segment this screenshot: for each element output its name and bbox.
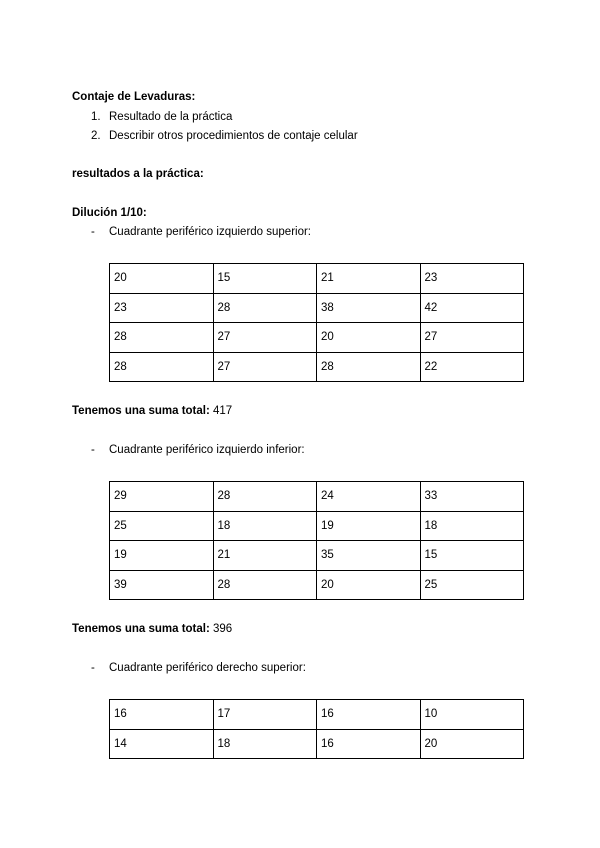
document-title: Contaje de Levaduras:	[72, 91, 196, 103]
table-cell: 29	[110, 482, 214, 512]
table-row	[110, 293, 524, 323]
table-cell: 21	[317, 264, 421, 294]
table-row	[110, 511, 524, 541]
quadrant-label	[91, 444, 305, 456]
table-row	[110, 570, 524, 600]
table-cell: 22	[420, 352, 524, 382]
sum-total-value: 417	[213, 405, 233, 417]
list-item	[91, 130, 358, 142]
table-cell: 20	[317, 323, 421, 353]
table-cell: 20	[110, 264, 214, 294]
table-cell: 39	[110, 570, 214, 600]
table-cell: 23	[110, 293, 214, 323]
table-row	[110, 700, 524, 730]
quadrant-label-text: Cuadrante periférico derecho superior:	[109, 662, 306, 674]
table-cell: 19	[317, 511, 421, 541]
table-cell: 25	[110, 511, 214, 541]
table-row	[110, 482, 524, 512]
table-cell: 21	[213, 541, 317, 571]
table-cell: 20	[317, 570, 421, 600]
list-number: 2.	[91, 130, 101, 142]
table-row	[110, 541, 524, 571]
list-text: Resultado de la práctica	[109, 111, 233, 123]
quadrant-label-text: Cuadrante periférico izquierdo inferior:	[109, 444, 305, 456]
table-cell: 15	[213, 264, 317, 294]
table-cell: 10	[420, 700, 524, 730]
sum-total	[72, 623, 232, 635]
table-cell: 42	[420, 293, 524, 323]
sum-total	[72, 405, 232, 417]
table-row	[110, 323, 524, 353]
count-table-left-lower	[109, 481, 524, 600]
table-cell: 27	[213, 323, 317, 353]
table-cell: 27	[420, 323, 524, 353]
quadrant-label	[91, 226, 311, 238]
table-cell: 19	[110, 541, 214, 571]
table-cell: 25	[420, 570, 524, 600]
results-heading: resultados a la práctica:	[72, 168, 204, 180]
table-cell: 28	[317, 352, 421, 382]
table-row	[110, 264, 524, 294]
table-cell: 28	[213, 570, 317, 600]
table-cell: 28	[213, 482, 317, 512]
table-cell: 17	[213, 700, 317, 730]
table-row	[110, 729, 524, 759]
table-cell: 28	[213, 293, 317, 323]
table-cell: 14	[110, 729, 214, 759]
table-cell: 16	[317, 729, 421, 759]
table-cell: 18	[420, 511, 524, 541]
table-cell: 24	[317, 482, 421, 512]
sum-total-label: Tenemos una suma total:	[72, 405, 210, 417]
table-cell: 33	[420, 482, 524, 512]
table-cell: 20	[420, 729, 524, 759]
sum-total-value: 396	[213, 623, 233, 635]
list-item	[91, 111, 232, 123]
table-cell: 27	[213, 352, 317, 382]
table-cell: 28	[110, 323, 214, 353]
table-cell: 16	[317, 700, 421, 730]
quadrant-label-text: Cuadrante periférico izquierdo superior:	[109, 226, 311, 238]
table-row	[110, 352, 524, 382]
dilution-heading: Dilución 1/10:	[72, 207, 147, 219]
table-cell: 35	[317, 541, 421, 571]
table-cell: 18	[213, 511, 317, 541]
bullet-dash: -	[91, 444, 95, 456]
list-number: 1.	[91, 111, 101, 123]
table-cell: 23	[420, 264, 524, 294]
bullet-dash: -	[91, 226, 95, 238]
list-text: Describir otros procedimientos de contaje celular	[109, 130, 358, 142]
table-cell: 16	[110, 700, 214, 730]
table-cell: 38	[317, 293, 421, 323]
quadrant-label	[91, 662, 306, 674]
bullet-dash: -	[91, 662, 95, 674]
table-cell: 28	[110, 352, 214, 382]
sum-total-label: Tenemos una suma total:	[72, 623, 210, 635]
count-table-left-upper	[109, 263, 524, 382]
count-table-right-upper	[109, 699, 524, 759]
table-cell: 18	[213, 729, 317, 759]
table-cell: 15	[420, 541, 524, 571]
